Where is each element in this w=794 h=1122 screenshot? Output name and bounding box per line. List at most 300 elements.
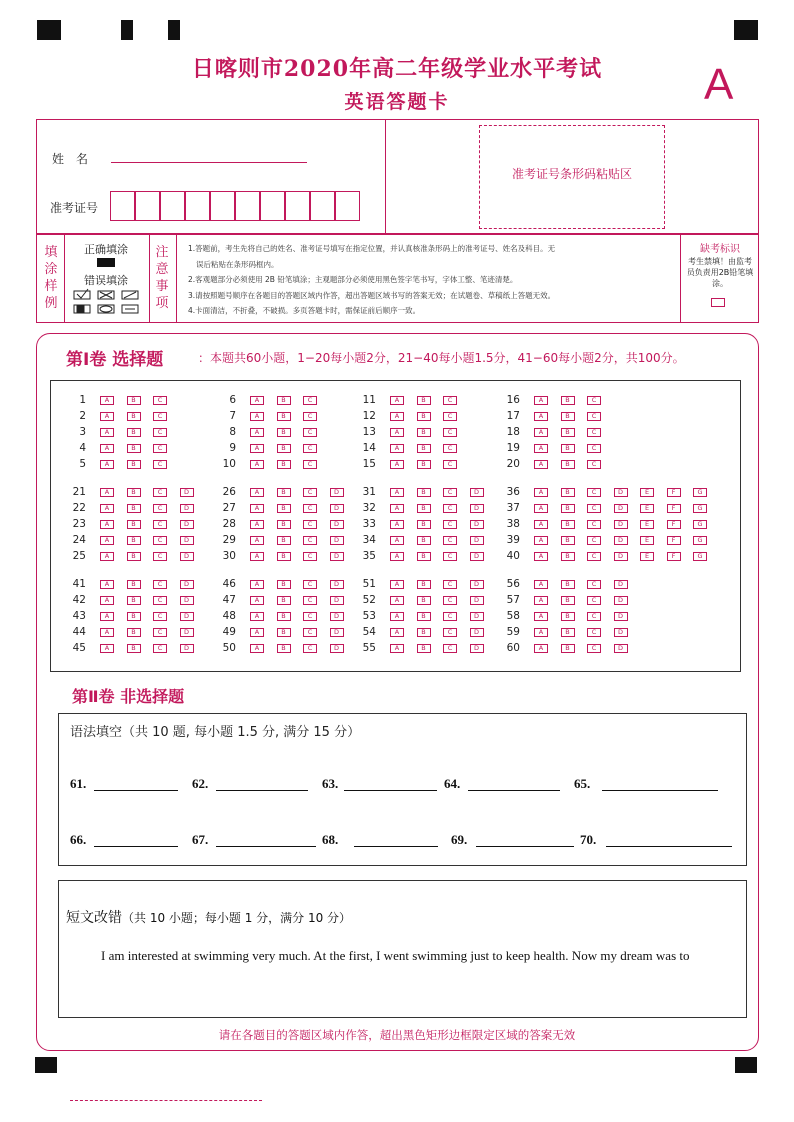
option-bubble-d[interactable]: D (180, 520, 194, 529)
option-bubble-a[interactable]: A (534, 460, 548, 469)
option-bubble-d[interactable]: D (180, 580, 194, 589)
option-bubble-b[interactable]: B (417, 488, 431, 497)
option-bubble-f[interactable]: F (667, 552, 681, 561)
option-bubble-c[interactable]: C (303, 552, 317, 561)
exam-number-cell[interactable] (235, 191, 260, 221)
exam-number-cell[interactable] (160, 191, 185, 221)
option-bubble-b[interactable]: B (561, 428, 575, 437)
option-bubble-f[interactable]: F (667, 504, 681, 513)
option-bubble-g[interactable]: G (693, 536, 707, 545)
option-bubble-c[interactable]: C (587, 552, 601, 561)
option-bubble-a[interactable]: A (100, 644, 114, 653)
option-bubble-c[interactable]: C (587, 396, 601, 405)
option-bubble-c[interactable]: C (587, 628, 601, 637)
option-bubble-d[interactable]: D (614, 520, 628, 529)
question-number: 23 (72, 518, 86, 530)
blank-line[interactable] (476, 846, 574, 847)
question-number: 51 (362, 578, 376, 590)
option-bubble-d[interactable]: D (470, 580, 484, 589)
option-bubble-a[interactable]: A (100, 460, 114, 469)
option-bubble-b[interactable]: B (127, 596, 141, 605)
question-number: 45 (72, 642, 86, 654)
blank-line[interactable] (94, 846, 178, 847)
option-bubble-b[interactable]: B (277, 396, 291, 405)
option-bubble-a[interactable]: A (534, 444, 548, 453)
option-bubble-b[interactable]: B (277, 580, 291, 589)
option-bubble-b[interactable]: B (127, 488, 141, 497)
option-bubble-b[interactable]: B (127, 552, 141, 561)
option-bubble-a[interactable]: A (390, 644, 404, 653)
option-bubble-d[interactable]: D (470, 488, 484, 497)
option-bubble-a[interactable]: A (390, 444, 404, 453)
option-bubble-a[interactable]: A (390, 412, 404, 421)
option-bubble-c[interactable]: C (443, 596, 457, 605)
option-bubble-b[interactable]: B (561, 460, 575, 469)
option-bubble-c[interactable]: C (587, 536, 601, 545)
option-bubble-b[interactable]: B (127, 644, 141, 653)
option-bubble-d[interactable]: D (330, 488, 344, 497)
option-bubble-b[interactable]: B (561, 488, 575, 497)
option-bubble-d[interactable]: D (330, 580, 344, 589)
option-bubble-d[interactable]: D (180, 488, 194, 497)
option-bubble-a[interactable]: A (100, 580, 114, 589)
notice-divider-2 (149, 234, 150, 323)
question-number: 55 (362, 642, 376, 654)
option-bubble-a[interactable]: A (390, 504, 404, 513)
option-bubble-b[interactable]: B (561, 596, 575, 605)
registration-mark-bottom-left (35, 1057, 57, 1073)
option-bubble-c[interactable]: C (443, 396, 457, 405)
question-number: 16 (506, 394, 520, 406)
option-bubble-b[interactable]: B (127, 536, 141, 545)
option-bubble-d[interactable]: D (614, 580, 628, 589)
option-bubble-c[interactable]: C (153, 460, 167, 469)
option-bubble-a[interactable]: A (250, 628, 264, 637)
option-bubble-c[interactable]: C (443, 520, 457, 529)
option-bubble-e[interactable]: E (640, 520, 654, 529)
blank-line[interactable] (94, 790, 178, 791)
exam-title: 日喀则市2020年高二年级学业水平考试 (191, 56, 603, 82)
option-bubble-c[interactable]: C (153, 396, 167, 405)
option-bubble-c[interactable]: C (587, 428, 601, 437)
option-bubble-a[interactable]: A (534, 628, 548, 637)
option-bubble-a[interactable]: A (534, 596, 548, 605)
option-bubble-b[interactable]: B (417, 520, 431, 529)
option-bubble-a[interactable]: A (250, 536, 264, 545)
option-bubble-a[interactable]: A (250, 552, 264, 561)
cut-line (70, 1100, 262, 1101)
option-bubble-b[interactable]: B (127, 428, 141, 437)
option-bubble-c[interactable]: C (587, 460, 601, 469)
option-bubble-c[interactable]: C (303, 428, 317, 437)
question-number: 3 (79, 426, 86, 438)
option-bubble-c[interactable]: C (303, 644, 317, 653)
option-bubble-b[interactable]: B (277, 412, 291, 421)
option-bubble-a[interactable]: A (100, 536, 114, 545)
option-bubble-b[interactable]: B (277, 460, 291, 469)
blank-line[interactable] (602, 790, 718, 791)
option-bubble-c[interactable]: C (303, 488, 317, 497)
registration-mark-top-2 (121, 20, 133, 40)
option-bubble-c[interactable]: C (303, 596, 317, 605)
option-bubble-b[interactable]: B (127, 412, 141, 421)
option-bubble-a[interactable]: A (534, 580, 548, 589)
option-bubble-a[interactable]: A (390, 428, 404, 437)
question-number: 43 (72, 610, 86, 622)
option-bubble-b[interactable]: B (417, 444, 431, 453)
option-bubble-a[interactable]: A (100, 612, 114, 621)
blank-line[interactable] (216, 846, 316, 847)
question-number: 21 (72, 486, 86, 498)
question-number: 22 (72, 502, 86, 514)
option-bubble-c[interactable]: C (587, 580, 601, 589)
option-bubble-d[interactable]: D (614, 504, 628, 513)
option-bubble-b[interactable]: B (417, 596, 431, 605)
option-bubble-b[interactable]: B (417, 536, 431, 545)
option-bubble-c[interactable]: C (443, 412, 457, 421)
option-bubble-d[interactable]: D (470, 520, 484, 529)
option-bubble-b[interactable]: B (277, 428, 291, 437)
option-bubble-b[interactable]: B (277, 644, 291, 653)
option-bubble-d[interactable]: D (180, 596, 194, 605)
option-bubble-e[interactable]: E (640, 504, 654, 513)
option-bubble-a[interactable]: A (250, 504, 264, 513)
option-bubble-c[interactable]: C (443, 460, 457, 469)
absent-title: 缺考标识 (700, 244, 740, 255)
option-bubble-c[interactable]: C (153, 504, 167, 513)
option-bubble-a[interactable]: A (250, 612, 264, 621)
option-bubble-b[interactable]: B (127, 612, 141, 621)
option-bubble-a[interactable]: A (250, 644, 264, 653)
option-bubble-c[interactable]: C (303, 580, 317, 589)
option-bubble-f[interactable]: F (667, 488, 681, 497)
question-number: 54 (362, 626, 376, 638)
option-bubble-d[interactable]: D (470, 596, 484, 605)
option-bubble-a[interactable]: A (390, 628, 404, 637)
option-bubble-a[interactable]: A (100, 520, 114, 529)
option-bubble-b[interactable]: B (277, 444, 291, 453)
question-number: 60 (506, 642, 520, 654)
notice-item: 4.卡面清洁，不折叠，不破损。多页答题卡时，需保证前后顺序一致。 (188, 306, 421, 315)
option-bubble-a[interactable]: A (100, 412, 114, 421)
blank-number: 67. (192, 832, 209, 847)
option-bubble-g[interactable]: G (693, 552, 707, 561)
option-bubble-c[interactable]: C (153, 580, 167, 589)
exam-number-cell[interactable] (135, 191, 160, 221)
option-bubble-g[interactable]: G (693, 520, 707, 529)
option-bubble-c[interactable]: C (587, 612, 601, 621)
exam-number-cell[interactable] (335, 191, 360, 221)
option-bubble-d[interactable]: D (470, 628, 484, 637)
option-bubble-b[interactable]: B (417, 460, 431, 469)
option-bubble-a[interactable]: A (100, 488, 114, 497)
question-number: 58 (506, 610, 520, 622)
option-bubble-c[interactable]: C (443, 444, 457, 453)
option-bubble-b[interactable]: B (277, 488, 291, 497)
option-bubble-d[interactable]: D (470, 552, 484, 561)
question-number: 52 (362, 594, 376, 606)
option-bubble-c[interactable]: C (443, 504, 457, 513)
question-number: 18 (506, 426, 520, 438)
option-bubble-a[interactable]: A (250, 460, 264, 469)
option-bubble-b[interactable]: B (561, 580, 575, 589)
option-bubble-a[interactable]: A (534, 504, 548, 513)
blank-line[interactable] (468, 790, 560, 791)
option-bubble-c[interactable]: C (153, 444, 167, 453)
option-bubble-d[interactable]: D (330, 596, 344, 605)
option-bubble-a[interactable]: A (100, 596, 114, 605)
option-bubble-c[interactable]: C (587, 488, 601, 497)
option-bubble-a[interactable]: A (250, 488, 264, 497)
option-bubble-a[interactable]: A (534, 644, 548, 653)
option-bubble-b[interactable]: B (277, 612, 291, 621)
option-bubble-c[interactable]: C (303, 612, 317, 621)
question-number: 14 (362, 442, 376, 454)
option-bubble-c[interactable]: C (153, 628, 167, 637)
option-bubble-d[interactable]: D (470, 504, 484, 513)
option-bubble-c[interactable]: C (587, 520, 601, 529)
option-bubble-c[interactable]: C (303, 444, 317, 453)
option-bubble-c[interactable]: C (303, 628, 317, 637)
option-bubble-a[interactable]: A (534, 412, 548, 421)
option-bubble-a[interactable]: A (534, 520, 548, 529)
option-bubble-f[interactable]: F (667, 536, 681, 545)
wrong-fill-samples (71, 288, 145, 316)
option-bubble-b[interactable]: B (277, 520, 291, 529)
option-bubble-a[interactable]: A (250, 444, 264, 453)
option-bubble-c[interactable]: C (443, 552, 457, 561)
option-bubble-b[interactable]: B (561, 536, 575, 545)
option-bubble-b[interactable]: B (127, 396, 141, 405)
option-bubble-d[interactable]: D (180, 644, 194, 653)
question-number: 31 (362, 486, 376, 498)
option-bubble-a[interactable]: A (390, 612, 404, 621)
option-bubble-b[interactable]: B (417, 396, 431, 405)
option-bubble-d[interactable]: D (180, 504, 194, 513)
notice-item: 3.请按照题号顺序在各题目的答题区域内作答，超出答题区域书写的答案无效；在试题卷、草稿纸上答题无效。 (188, 290, 556, 300)
option-bubble-b[interactable]: B (277, 552, 291, 561)
question-number: 41 (72, 578, 86, 590)
exam-number-cell[interactable] (260, 191, 285, 221)
option-bubble-c[interactable]: C (587, 504, 601, 513)
option-bubble-a[interactable]: A (534, 612, 548, 621)
option-bubble-b[interactable]: B (417, 412, 431, 421)
option-bubble-d[interactable]: D (470, 612, 484, 621)
option-bubble-a[interactable]: A (390, 520, 404, 529)
option-bubble-a[interactable]: A (390, 396, 404, 405)
option-bubble-c[interactable]: C (303, 520, 317, 529)
option-bubble-f[interactable]: F (667, 520, 681, 529)
option-bubble-d[interactable]: D (330, 504, 344, 513)
option-bubble-a[interactable]: A (390, 488, 404, 497)
option-bubble-a[interactable]: A (534, 396, 548, 405)
option-bubble-b[interactable]: B (277, 596, 291, 605)
option-bubble-b[interactable]: B (561, 412, 575, 421)
option-bubble-b[interactable]: B (561, 644, 575, 653)
option-bubble-d[interactable]: D (614, 628, 628, 637)
option-bubble-b[interactable]: B (277, 536, 291, 545)
exam-number-cell[interactable] (310, 191, 335, 221)
option-bubble-c[interactable]: C (587, 412, 601, 421)
blank-number: 62. (192, 776, 209, 791)
option-bubble-c[interactable]: C (303, 396, 317, 405)
option-bubble-d[interactable]: D (614, 536, 628, 545)
option-bubble-e[interactable]: E (640, 488, 654, 497)
question-number: 2 (79, 410, 86, 422)
option-bubble-d[interactable]: D (330, 552, 344, 561)
option-bubble-b[interactable]: B (127, 444, 141, 453)
option-bubble-a[interactable]: A (390, 460, 404, 469)
option-bubble-g[interactable]: G (693, 504, 707, 513)
option-bubble-a[interactable]: A (250, 520, 264, 529)
option-bubble-c[interactable]: C (153, 520, 167, 529)
blank-number: 69. (451, 832, 468, 847)
option-bubble-d[interactable]: D (470, 536, 484, 545)
registration-mark-bottom-right (735, 1057, 757, 1073)
option-bubble-c[interactable]: C (443, 488, 457, 497)
question-number: 15 (362, 458, 376, 470)
option-bubble-b[interactable]: B (127, 580, 141, 589)
exam-number-cell[interactable] (110, 191, 135, 221)
exam-number-cell[interactable] (285, 191, 310, 221)
question-number: 50 (222, 642, 236, 654)
exam-number-cell[interactable] (210, 191, 235, 221)
option-bubble-a[interactable]: A (100, 396, 114, 405)
absent-mark-box[interactable] (711, 298, 725, 307)
question-number: 32 (362, 502, 376, 514)
option-bubble-d[interactable]: D (180, 552, 194, 561)
option-bubble-e[interactable]: E (640, 536, 654, 545)
option-bubble-b[interactable]: B (127, 504, 141, 513)
option-bubble-a[interactable]: A (250, 412, 264, 421)
option-bubble-c[interactable]: C (153, 412, 167, 421)
option-bubble-a[interactable]: A (100, 552, 114, 561)
grammar-fill-title: 语法填空（共 10 题, 每小题 1.5 分, 满分 15 分） (70, 725, 361, 740)
option-bubble-b[interactable]: B (561, 552, 575, 561)
option-bubble-c[interactable]: C (153, 552, 167, 561)
option-bubble-d[interactable]: D (180, 628, 194, 637)
option-bubble-c[interactable]: C (443, 644, 457, 653)
option-bubble-c[interactable]: C (153, 536, 167, 545)
option-bubble-c[interactable]: C (443, 628, 457, 637)
option-bubble-a[interactable]: A (390, 580, 404, 589)
option-bubble-b[interactable]: B (561, 520, 575, 529)
option-bubble-b[interactable]: B (127, 460, 141, 469)
option-bubble-b[interactable]: B (561, 628, 575, 637)
option-bubble-d[interactable]: D (180, 612, 194, 621)
blank-line[interactable] (354, 846, 438, 847)
option-bubble-c[interactable]: C (303, 412, 317, 421)
option-bubble-c[interactable]: C (443, 536, 457, 545)
option-bubble-b[interactable]: B (127, 520, 141, 529)
option-bubble-b[interactable]: B (417, 580, 431, 589)
option-bubble-d[interactable]: D (330, 536, 344, 545)
option-bubble-c[interactable]: C (587, 444, 601, 453)
option-bubble-a[interactable]: A (534, 552, 548, 561)
option-bubble-d[interactable]: D (470, 644, 484, 653)
blank-line[interactable] (606, 846, 732, 847)
option-bubble-d[interactable]: D (614, 644, 628, 653)
option-bubble-a[interactable]: A (250, 396, 264, 405)
option-bubble-d[interactable]: D (330, 628, 344, 637)
exam-number-cell[interactable] (185, 191, 210, 221)
option-bubble-c[interactable]: C (587, 644, 601, 653)
option-bubble-d[interactable]: D (330, 612, 344, 621)
option-bubble-b[interactable]: B (417, 552, 431, 561)
option-bubble-b[interactable]: B (417, 628, 431, 637)
registration-mark-top-left (37, 20, 61, 40)
option-bubble-b[interactable]: B (417, 428, 431, 437)
option-bubble-b[interactable]: B (417, 504, 431, 513)
option-bubble-a[interactable]: A (100, 428, 114, 437)
option-bubble-a[interactable]: A (100, 504, 114, 513)
option-bubble-a[interactable]: A (100, 444, 114, 453)
question-number: 44 (72, 626, 86, 638)
section1-title: 第Ⅰ卷 选择题 (66, 350, 164, 370)
question-number: 20 (506, 458, 520, 470)
option-bubble-d[interactable]: D (614, 488, 628, 497)
option-bubble-a[interactable]: A (390, 536, 404, 545)
name-line[interactable] (111, 162, 307, 163)
option-bubble-e[interactable]: E (640, 552, 654, 561)
option-bubble-c[interactable]: C (443, 580, 457, 589)
option-bubble-d[interactable]: D (614, 612, 628, 621)
option-bubble-a[interactable]: A (390, 552, 404, 561)
option-bubble-c[interactable]: C (153, 612, 167, 621)
option-bubble-c[interactable]: C (153, 644, 167, 653)
option-bubble-d[interactable]: D (330, 644, 344, 653)
option-bubble-b[interactable]: B (277, 628, 291, 637)
option-bubble-c[interactable]: C (153, 428, 167, 437)
option-bubble-d[interactable]: D (614, 552, 628, 561)
option-bubble-d[interactable]: D (614, 596, 628, 605)
option-bubble-d[interactable]: D (330, 520, 344, 529)
option-bubble-b[interactable]: B (561, 444, 575, 453)
option-bubble-a[interactable]: A (390, 596, 404, 605)
option-bubble-b[interactable]: B (561, 504, 575, 513)
option-bubble-b[interactable]: B (127, 628, 141, 637)
option-bubble-b[interactable]: B (277, 504, 291, 513)
fill-example-label: 填 涂 样 例 (44, 245, 58, 311)
notice-label: 注 意 事 项 (155, 245, 169, 311)
option-bubble-d[interactable]: D (180, 536, 194, 545)
option-bubble-a[interactable]: A (534, 488, 548, 497)
question-number: 12 (362, 410, 376, 422)
option-bubble-c[interactable]: C (303, 460, 317, 469)
option-bubble-a[interactable]: A (250, 428, 264, 437)
option-bubble-c[interactable]: C (443, 612, 457, 621)
option-bubble-a[interactable]: A (250, 580, 264, 589)
option-bubble-a[interactable]: A (100, 628, 114, 637)
blank-line[interactable] (344, 790, 437, 791)
option-bubble-c[interactable]: C (443, 428, 457, 437)
option-bubble-g[interactable]: G (693, 488, 707, 497)
option-bubble-b[interactable]: B (561, 612, 575, 621)
option-bubble-c[interactable]: C (303, 536, 317, 545)
registration-mark-top-3 (168, 20, 180, 40)
option-bubble-c[interactable]: C (153, 596, 167, 605)
option-bubble-b[interactable]: B (561, 396, 575, 405)
blank-line[interactable] (216, 790, 308, 791)
option-bubble-a[interactable]: A (250, 596, 264, 605)
option-bubble-c[interactable]: C (587, 596, 601, 605)
option-bubble-a[interactable]: A (534, 428, 548, 437)
option-bubble-c[interactable]: C (303, 504, 317, 513)
option-bubble-c[interactable]: C (153, 488, 167, 497)
option-bubble-b[interactable]: B (417, 612, 431, 621)
option-bubble-b[interactable]: B (417, 644, 431, 653)
option-bubble-a[interactable]: A (534, 536, 548, 545)
